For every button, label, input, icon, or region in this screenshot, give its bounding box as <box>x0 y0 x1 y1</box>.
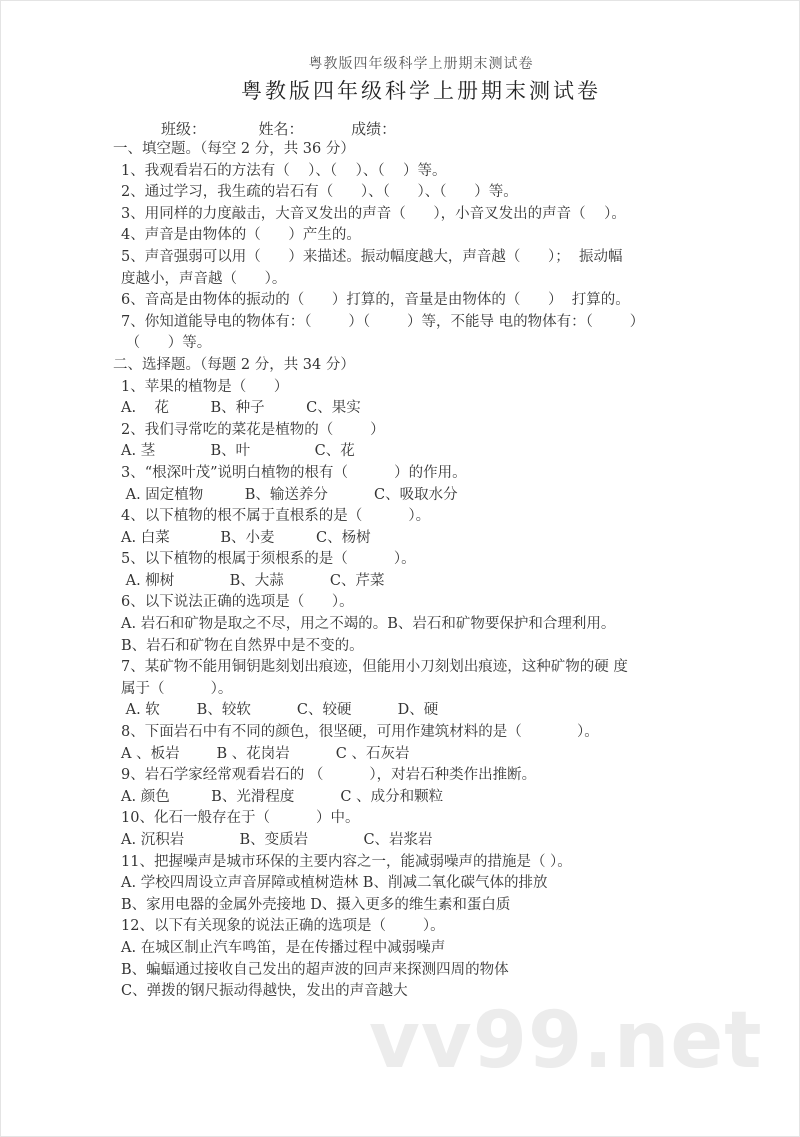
question-line: 3、用同样的力度敲击，大音叉发出的声音（ ），小音叉发出的声音（ ）。 <box>121 205 626 222</box>
question-line: 11、把握噪声是城市环保的主要内容之一，能减弱噪声的措施是（ ）。 <box>121 853 572 870</box>
class-label: 班级： <box>161 120 207 138</box>
section-heading: 二、选择题。（每题 2 分，共 34 分） <box>113 356 355 373</box>
question-line: C、弹拨的钢尺振动得越快，发出的声音越大 <box>121 983 408 1000</box>
question-line: A 、板岩 B 、花岗岩 C 、石灰岩 <box>121 745 410 762</box>
question-line: 6、音高是由物体的振动的（ ）打算的，音量是由物体的（ ） 打算的。 <box>121 292 630 309</box>
question-line: 2、我们寻常吃的菜花是植物的（ ） <box>121 421 385 438</box>
question-line: B、蝙蝠通过接收自己发出的超声波的回声来探测四周的物体 <box>121 961 509 978</box>
question-line: 2、通过学习，我生疏的岩石有（ ）、（ ）、（ ）等。 <box>121 184 518 201</box>
page-header: 粤教版四年级科学上册期末测试卷 <box>308 56 534 72</box>
question-line: 属于（ ）。 <box>121 680 233 697</box>
question-line: 3、“根深叶茂”说明白植物的根有（ ）的作用。 <box>121 464 467 481</box>
question-line: A. 软 B、较软 C、较硬 D、硬 <box>121 702 439 719</box>
question-line: （ ）等。 <box>121 335 212 352</box>
name-label: 姓名： <box>258 120 304 138</box>
exam-body <box>113 139 693 1003</box>
page-title: 粤教版四年级科学上册期末测试卷 <box>241 79 601 103</box>
question-line: 10、化石一般存在于（ ）中。 <box>121 810 360 827</box>
question-line: 4、声音是由物体的（ ）产生的。 <box>121 227 361 244</box>
question-line: A. 固定植物 B、输送养分 C、吸取水分 <box>121 486 458 503</box>
question-line: A. 学校四周设立声音屏障或植树造林 B、削减二氧化碳气体的排放 <box>121 875 548 892</box>
question-line: 5、以下植物的根属于须根系的是（ ）。 <box>121 551 416 568</box>
question-line: 4、以下植物的根不属于直根系的是（ ）。 <box>121 508 431 525</box>
question-line: A. 岩石和矿物是取之不尽，用之不竭的。B、岩石和矿物要保护和合理利用。 <box>121 616 616 633</box>
section-heading: 一、填空题。（每空 2 分，共 36 分） <box>113 141 355 157</box>
question-line: 1、我观看岩石的方法有（ ）、（ ）、（ ）等。 <box>121 162 447 179</box>
student-info-line <box>161 118 396 139</box>
question-line: A. 茎 B、叶 C、花 <box>121 443 355 460</box>
question-line: B、岩石和矿物在自然界中是不变的。 <box>121 637 364 654</box>
question-line: A. 白菜 B、小麦 C、杨树 <box>121 529 371 546</box>
question-line: 度越小，声音越（ ）。 <box>121 270 287 287</box>
score-label: 成绩： <box>351 120 397 138</box>
question-line: 6、以下说法正确的选项是（ ）。 <box>121 594 354 611</box>
question-line: A. 颜色 B、光滑程度 C 、成分和颗粒 <box>121 788 444 805</box>
question-line: 8、下面岩石中有不同的颜色，很坚硬，可用作建筑材料的是（ ）。 <box>121 724 599 741</box>
question-line: A. 花 B、种子 C、果实 <box>121 400 361 417</box>
question-line: 7、你知道能导电的物体有：（ ）（ ）等，不能导 电的物体有：（ ） <box>121 313 645 330</box>
question-line: 5、声音强弱可以用（ ）来描述。振动幅度越大，声音越（ ）； 振动幅 <box>121 248 623 265</box>
question-line: 9、岩石学家经常观看岩石的 （ ），对岩石种类作出推断。 <box>121 767 537 784</box>
watermark: vv99.net <box>369 996 763 1086</box>
question-line: A. 沉积岩 B、变质岩 C、岩浆岩 <box>121 832 433 848</box>
question-line: A. 柳树 B、大蒜 C、芹菜 <box>121 572 385 589</box>
question-line: A. 在城区制止汽车鸣笛，是在传播过程中减弱噪声 <box>121 939 446 956</box>
question-line: 12、以下有关现象的说法正确的选项是（ ）。 <box>121 918 445 935</box>
question-line: 7、某矿物不能用铜钥匙刻划出痕迹，但能用小刀刻划出痕迹，这种矿物的硬 度 <box>121 659 628 676</box>
question-line: 1、苹果的植物是（ ） <box>121 378 289 395</box>
question-line: B、家用电器的金属外壳接地 D、摄入更多的维生素和蛋白质 <box>121 896 511 913</box>
